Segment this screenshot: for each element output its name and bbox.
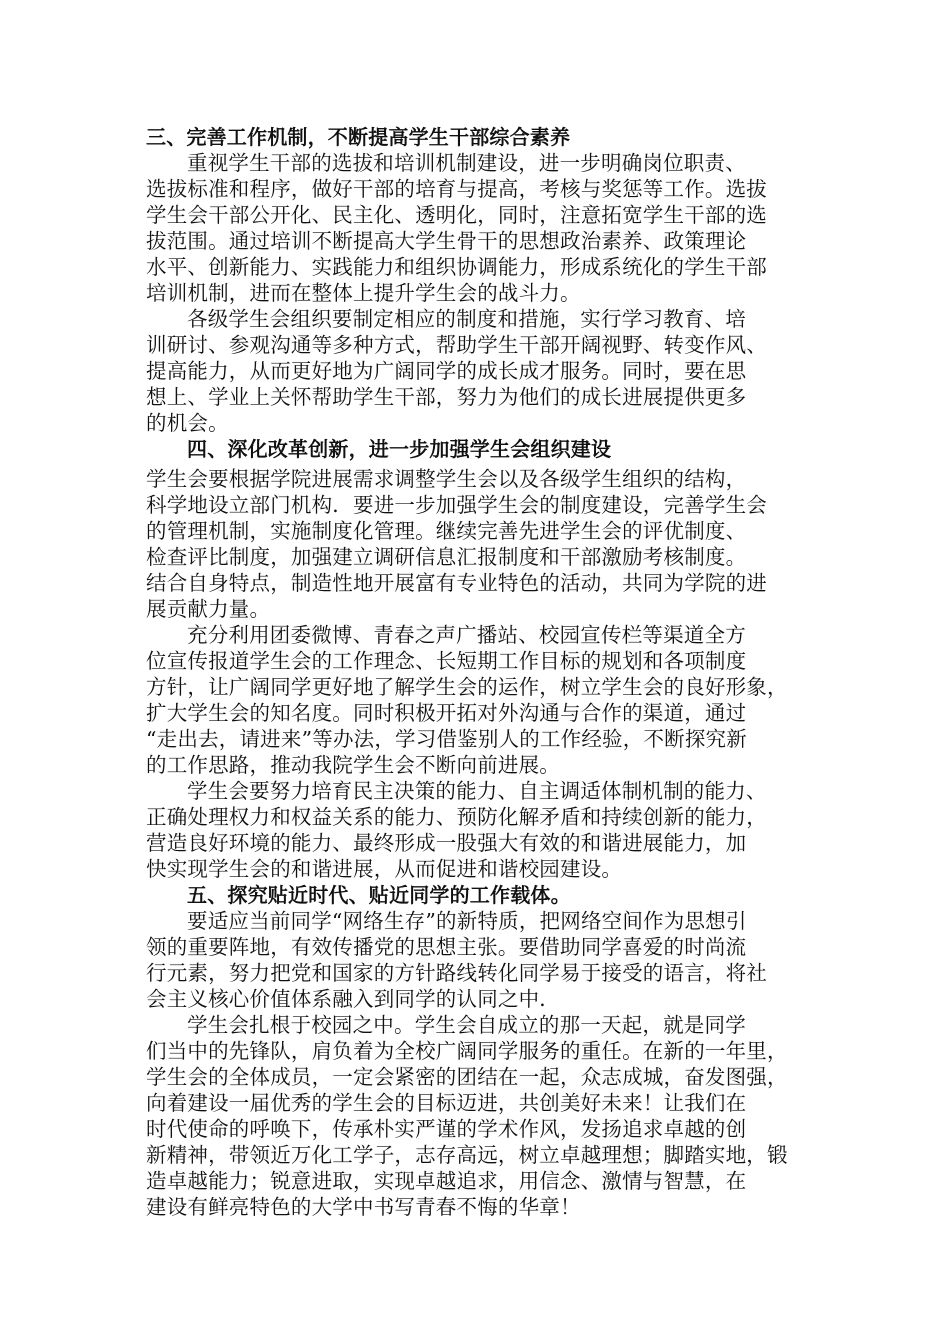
text-line: 培训机制，进而在整体上提升学生会的战斗力。 [146,281,581,305]
text-line: 位宣传报道学生会的工作理念、长短期工作目标的规划和各项制度 [146,649,747,673]
text-line: 行元素，努力把党和国家的方针路线转化同学易于接受的语言，将社 [146,961,767,985]
text-line: 学生会干部公开化、民主化、透明化，同时，注意拓宽学生干部的选 [146,203,767,227]
text-line: 建设有鲜亮特色的大学中书写青春不悔的华章！ [146,1195,581,1219]
text-line: 想上、学业上关怀帮助学生干部，努力为他们的成长进展提供更多 [146,385,747,409]
text-line: 的管理机制，实施制度化管理。继续完善先进学生会的评优制度、 [146,519,747,543]
text-line: 重视学生干部的选拔和培训机制建设，进一步明确岗位职责、 [187,151,746,175]
text-line: 学生会扎根于校园之中。学生会自成立的那一天起，就是同学 [187,1013,746,1037]
text-line: 快实现学生会的和谐进展，从而促进和谐校园建设。 [146,857,623,881]
text-line: 时代使命的呼唤下，传承朴实严谨的学术作风，发扬追求卓越的创 [146,1117,747,1141]
text-line: 造卓越能力；锐意进取，实现卓越追求，用信念、激情与智慧，在 [146,1169,747,1193]
section-heading-3: 三、完善工作机制，不断提高学生干部综合素养 [146,125,571,149]
text-line: 学生会的全体成员，一定会紧密的团结在一起，众志成城，奋发图强， [146,1065,788,1089]
text-line: 营造良好环境的能力、最终形成一股强大有效的和谐进展能力，加 [146,831,747,855]
section-heading-4: 四、深化改革创新，进一步加强学生会组织建设 [187,437,612,461]
text-line: 各级学生会组织要制定相应的制度和措施，实行学习教育、培 [187,307,746,331]
text-line: 结合自身特点，制造性地开展富有专业特色的活动，共同为学院的进 [146,571,767,595]
text-line: “走出去，请进来”等办法，学习借鉴别人的工作经验，不断探究新 [146,727,747,751]
text-line: 新精神，带领近万化工学子，志存高远，树立卓越理想；脚踏实地，锻 [146,1143,788,1167]
text-line: 学生会要根据学院进展需求调整学生会以及各级学生组织的结构， [146,467,747,491]
text-line: 充分利用团委微博、青春之声广播站、校园宣传栏等渠道全方 [187,623,746,647]
text-line: 水平、创新能力、实践能力和组织协调能力，形成系统化的学生干部 [146,255,767,279]
text-line: 展贡献力量。 [146,597,271,621]
text-line: 选拔标准和程序，做好干部的培育与提高，考核与奖惩等工作。选拔 [146,177,767,201]
text-line: 科学地设立部门机构．要进一步加强学生会的制度建设，完善学生会 [146,493,767,517]
text-line: 领的重要阵地，有效传播党的思想主张。要借助同学喜爱的时尚流 [146,935,747,959]
text-line: 提高能力，从而更好地为广阔同学的成长成才服务。同时，要在思 [146,359,747,383]
text-line: 的机会。 [146,411,229,435]
text-line: 检查评比制度，加强建立调研信息汇报制度和干部激励考核制度。 [146,545,747,569]
text-line: 方针，让广阔同学更好地了解学生会的运作，树立学生会的良好形象， [146,675,788,699]
text-line: 扩大学生会的知名度。同时积极开拓对外沟通与合作的渠道，通过 [146,701,747,725]
section-heading-5: 五、探究贴近时代、贴近同学的工作载体。 [187,883,571,907]
text-line: 们当中的先锋队，肩负着为全校广阔同学服务的重任。在新的一年里， [146,1039,788,1063]
text-line: 的工作思路，推动我院学生会不断向前进展。 [146,753,560,777]
text-line: 拔范围。通过培训不断提高大学生骨干的思想政治素养、政策理论 [146,229,747,253]
text-line: 向着建设一届优秀的学生会的目标迈进，共创美好未来！让我们在 [146,1091,747,1115]
text-line: 学生会要努力培育民主决策的能力、自主调适体制机制的能力、 [187,779,767,803]
text-line: 会主义核心价值体系融入到同学的认同之中． [146,987,560,1011]
text-line: 正确处理权力和权益关系的能力、预防化解矛盾和持续创新的能力， [146,805,767,829]
text-line: 要适应当前同学“网络生存”的新特质，把网络空间作为思想引 [187,909,747,933]
text-line: 训研讨、参观沟通等多种方式，帮助学生干部开阔视野、转变作风、 [146,333,767,357]
